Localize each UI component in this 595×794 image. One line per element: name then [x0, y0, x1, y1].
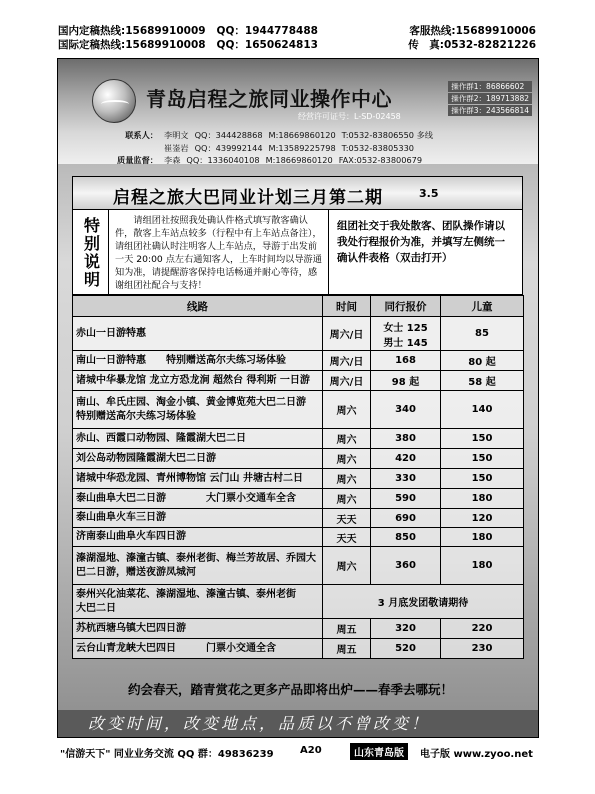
company-title: 青岛启程之旅同业操作中心 [146, 87, 392, 111]
table-row [73, 509, 524, 528]
table-row [73, 639, 524, 659]
price-cell: 850 [371, 528, 441, 547]
child-cell: 180 [441, 489, 524, 509]
domestic-hotline-label: 国内定稿热线: [58, 25, 126, 37]
table-row [73, 391, 524, 429]
contacts-block [108, 129, 439, 167]
table-header-row [73, 296, 524, 317]
contact-tel: T:0532-83805330 [341, 142, 414, 153]
price-cell: 98 起 [371, 371, 441, 391]
child-cell: 230 [441, 639, 524, 659]
route-cell: 刘公岛动物园隆霞湖大巴二日游 [73, 449, 323, 469]
ops-group-1: 操作群1：86866602 [448, 81, 532, 92]
time-cell: 周六/日 [323, 371, 371, 391]
contact-mobile: M:13589225798 [268, 142, 336, 153]
route-cell: 南山一日游特惠 特别赠送高尔夫练习场体验 [73, 351, 323, 371]
header-time: 时间 [323, 296, 371, 317]
contact-qq: QQ：344428868 [194, 130, 263, 140]
contact-name: 崔崟岩 [164, 142, 189, 153]
page-number: A20 [300, 745, 322, 756]
child-cell: 220 [441, 619, 524, 639]
table-row [73, 371, 524, 391]
contact-row [108, 142, 439, 155]
route-cell: 南山、牟氏庄园、淘金小镇、黄金博览苑大巴二日游 特别赠送高尔夫练习场体验 [73, 391, 323, 429]
time-cell: 天天 [323, 528, 371, 547]
plan-section [72, 176, 523, 706]
plan-date: 3.5 [419, 187, 439, 200]
child-cell: 120 [441, 509, 524, 528]
route-cell: 泰山曲阜大巴二日游 大门票小交通车全含 [73, 489, 323, 509]
child-cell: 180 [441, 528, 524, 547]
spring-slogan: 约会春天，踏青赏花之更多产品即将出炉——春季去哪玩！ [128, 682, 454, 697]
notice-text-1: 请组团社按照我处确认件格式填写散客确认件，散客上车站点较多（行程中有上车站点备注），请组团社确认时注明客人上车站点，导游于出发前一天 20:00 点左右通知客人，上车时间均以导游通知为准，请提醒游客保持电话畅通并耐心等待，感谢组团社配合与支持！ [109, 210, 329, 294]
table-row [73, 351, 524, 371]
time-cell: 周六 [323, 391, 371, 429]
table-row [73, 547, 524, 585]
table-row [73, 317, 524, 351]
table-row [73, 619, 524, 639]
service-hotline-phone: 15689910006 [455, 25, 536, 37]
price-cell: 3 月底发团敬请期待 [323, 585, 524, 619]
hotlines-left [58, 24, 318, 52]
header-price: 同行报价 [371, 296, 441, 317]
time-cell: 周六 [323, 489, 371, 509]
route-table [72, 295, 524, 659]
price-cell: 320 [371, 619, 441, 639]
table-row [73, 528, 524, 547]
price-cell: 330 [371, 469, 441, 489]
child-cell: 80 起 [441, 351, 524, 371]
table-row [73, 429, 524, 449]
price-cell: 520 [371, 639, 441, 659]
route-cell: 济南泰山曲阜火车四日游 [73, 528, 323, 547]
time-cell: 周五 [323, 619, 371, 639]
ops-group-2: 操作群2：189713882 [448, 93, 532, 104]
edition-badge: 山东青岛版 [350, 743, 408, 760]
globe-logo-icon [92, 79, 136, 123]
price-cell: 女士 125 男士 145 [371, 317, 441, 351]
table-row [73, 449, 524, 469]
time-cell: 周六 [323, 429, 371, 449]
route-cell: 泰山曲阜火车三日游 [73, 509, 323, 528]
fax-label: 传 真: [408, 39, 444, 51]
intl-hotline-phone: 15689910008 [125, 39, 206, 51]
child-cell: 150 [441, 469, 524, 489]
price-cell: 380 [371, 429, 441, 449]
header-route: 线路 [73, 296, 323, 317]
price-cell: 340 [371, 391, 441, 429]
contact-label: 质量监督： [117, 155, 158, 165]
child-cell: 140 [441, 391, 524, 429]
contact-row [108, 129, 439, 142]
route-cell: 泰州兴化油菜花、溱湖湿地、溱潼古镇、泰州老街 大巴二日 [73, 585, 323, 619]
route-cell: 溱湖湿地、溱潼古镇、泰州老街、梅兰芳故居、乔园大巴二日游，赠送夜游凤城河 [73, 547, 323, 585]
service-hotline-label: 客服热线: [409, 25, 456, 37]
price-cell: 590 [371, 489, 441, 509]
route-cell: 赤山、西霞口动物园、隆霞湖大巴二日 [73, 429, 323, 449]
child-cell: 85 [441, 317, 524, 351]
price-cell: 168 [371, 351, 441, 371]
plan-title: 启程之旅大巴同业计划三月第二期 [113, 188, 383, 208]
time-cell: 周六/日 [323, 317, 371, 351]
child-cell: 150 [441, 449, 524, 469]
contact-tel: T:0532-83806550 多线 [341, 130, 433, 140]
fax-value: 0532-82821226 [443, 39, 536, 51]
child-cell: 180 [441, 547, 524, 585]
contact-mobile: M:18669860120 [265, 155, 333, 165]
route-cell: 云台山青龙峡大巴四日 门票小交通全含 [73, 639, 323, 659]
contact-mobile: M:18669860120 [268, 130, 336, 140]
website-link[interactable]: 电子版 www.zyoo.net [420, 749, 533, 760]
route-cell: 赤山一日游特惠 [73, 317, 323, 351]
special-notice [72, 210, 523, 295]
time-cell: 周五 [323, 639, 371, 659]
ops-groups [448, 81, 532, 117]
license-number: 经营许可证号：L-SD-02458 [298, 112, 401, 121]
time-cell: 周六 [323, 469, 371, 489]
price-cell: 360 [371, 547, 441, 585]
child-cell: 58 起 [441, 371, 524, 391]
contact-name: 李森 [164, 155, 181, 165]
time-cell: 周六 [323, 449, 371, 469]
price-cell: 420 [371, 449, 441, 469]
notice-text-2: 组团社交于我处散客、团队操作请以我处行程报价为准，并填写左侧统一确认件表格（双击打开） [337, 220, 505, 264]
time-cell: 周六 [323, 547, 371, 585]
contact-name: 李明文 [164, 130, 189, 140]
time-cell: 天天 [323, 509, 371, 528]
table-row [73, 489, 524, 509]
contact-tel: FAX:0532-83800679 [338, 155, 423, 165]
contact-qq: QQ：439992144 [194, 142, 263, 153]
contact-qq: QQ：1336040108 [186, 155, 260, 165]
table-row [73, 585, 524, 619]
contact-label: 联系人： [125, 130, 158, 140]
domestic-qq: QQ：1944778488 [216, 25, 318, 37]
footer-qq-group: "信游天下" 同业业务交流 QQ 群：49836239 [60, 749, 274, 760]
child-cell: 150 [441, 429, 524, 449]
intl-qq: QQ：1650624813 [216, 39, 318, 51]
route-cell: 诸城中华暴龙馆 龙立方恐龙涧 超然台 得利斯 一日游 [73, 371, 323, 391]
plan-title-bar [72, 176, 523, 210]
contact-row [108, 154, 439, 167]
route-cell: 苏杭西塘乌镇大巴四日游 [73, 619, 323, 639]
advertisement-frame [57, 58, 539, 738]
time-cell: 周六/日 [323, 351, 371, 371]
hotlines-right [408, 24, 536, 52]
ops-group-3: 操作群3：243566814 [448, 105, 532, 116]
intl-hotline-label: 国际定稿热线: [58, 39, 126, 51]
price-cell: 690 [371, 509, 441, 528]
table-row [73, 469, 524, 489]
route-cell: 诸城中华恐龙园、青州博物馆 云门山 井塘古村二日 [73, 469, 323, 489]
header-child: 儿童 [441, 296, 524, 317]
handwriting-banner: 改变时间，改变地点，品质以不曾改变！ [58, 710, 538, 737]
domestic-hotline-phone: 15689910009 [125, 25, 206, 37]
company-header [58, 59, 538, 164]
notice-side-label: 特别说明 [73, 210, 109, 294]
